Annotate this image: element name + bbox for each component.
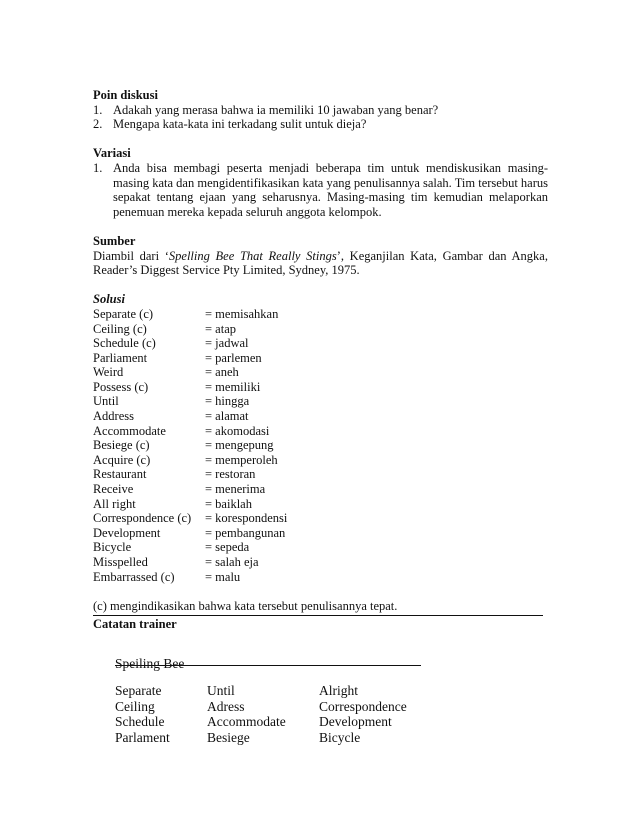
list-item xyxy=(93,103,548,118)
spelling-word: Alright xyxy=(319,683,358,698)
indonesian-meaning: = jadwal xyxy=(205,336,249,351)
diskusi-section xyxy=(93,88,548,132)
english-word: Accommodate xyxy=(93,423,166,438)
english-word: Correspondence (c) xyxy=(93,511,192,526)
english-word: Besiege (c) xyxy=(93,438,150,453)
english-word: Restaurant xyxy=(93,467,147,482)
english-word: Schedule (c) xyxy=(93,336,156,351)
spelling-word: Parlament xyxy=(115,729,170,745)
variasi-heading: Variasi xyxy=(93,146,131,161)
indonesian-meaning: = restoran xyxy=(205,467,256,482)
indonesian-meaning: = malu xyxy=(205,569,241,584)
spelling-word: Adress xyxy=(207,698,245,714)
table-row xyxy=(93,351,548,366)
table-row xyxy=(93,365,548,380)
table-row xyxy=(93,526,548,541)
english-word: Embarrassed (c) xyxy=(93,569,175,584)
diskusi-list xyxy=(93,103,548,132)
indonesian-meaning: = salah eja xyxy=(205,555,259,569)
spelling-word: Besiege xyxy=(207,729,250,745)
list-text: Mengapa kata-kata ini terkadang sulit untuk dieja? xyxy=(113,117,367,132)
spelling-word: Bicycle xyxy=(319,729,361,745)
indonesian-meaning: = baiklah xyxy=(205,496,252,511)
english-word: Weird xyxy=(93,365,124,380)
indonesian-meaning: = alamat xyxy=(205,409,249,424)
sumber-text xyxy=(93,249,548,278)
table-row xyxy=(115,699,429,715)
english-word: Possess (c) xyxy=(93,379,149,394)
indonesian-meaning: = pembangunan xyxy=(205,525,286,540)
indonesian-meaning: = akomodasi xyxy=(205,423,270,438)
table-row xyxy=(93,540,548,555)
table-row xyxy=(93,453,548,468)
spelling-bee-title: Speiling Bee xyxy=(115,656,185,671)
indonesian-meaning: = aneh xyxy=(205,365,239,380)
list-number: 2. xyxy=(93,117,103,132)
indonesian-meaning: = menerima xyxy=(205,482,266,497)
divider-line xyxy=(93,615,543,616)
solusi-table xyxy=(93,307,548,584)
diskusi-heading: Poin diskusi xyxy=(93,88,158,102)
list-item xyxy=(93,161,548,219)
list-text: Anda bisa membagi peserta menjadi beberapa tim untuk mendiskusikan masing-masing kata dan mengidentifikasikan kata yang penulisannya salah. Tim tersebut harus sepakat tentang ejaan yang seharusnya. Masing-masing tim kemudian melaporkan penemuan mereka kepada seluruh anggota kelompok. xyxy=(113,160,548,219)
sumber-suffix: ’, Keganjilan Kata, Gambar dan Angka, Reader’s Diggest Service Pty Limited, Sydney, 1975. xyxy=(93,248,548,278)
spelling-word: Separate xyxy=(115,683,162,698)
spelling-word: Until xyxy=(207,683,235,698)
variasi-section xyxy=(93,146,548,219)
indonesian-meaning: = mengepung xyxy=(205,438,274,453)
indonesian-meaning: = parlemen xyxy=(205,350,262,365)
solusi-section xyxy=(93,292,548,616)
english-word: Development xyxy=(93,525,161,540)
indonesian-meaning: = korespondensi xyxy=(205,511,288,526)
table-row xyxy=(93,424,548,439)
solusi-heading: Solusi xyxy=(93,292,125,307)
list-number: 1. xyxy=(93,160,103,175)
spelling-word: Development xyxy=(319,714,392,730)
list-text: Adakah yang merasa bahwa ia memiliki 10 jawaban yang benar? xyxy=(113,102,439,117)
table-row xyxy=(93,482,548,497)
spelling-word: Correspondence xyxy=(319,698,407,714)
table-row xyxy=(93,409,548,424)
english-word: Ceiling (c) xyxy=(93,321,147,336)
indonesian-meaning: = memperoleh xyxy=(205,452,278,467)
solusi-note: (c) mengindikasikan bahwa kata tersebut penulisannya tepat. xyxy=(93,598,398,613)
spelling-word: Accommodate xyxy=(207,714,286,730)
indonesian-meaning: = hingga xyxy=(205,394,250,409)
spelling-word: Ceiling xyxy=(115,698,155,714)
table-row xyxy=(93,307,548,322)
table-row xyxy=(93,438,548,453)
english-word: All right xyxy=(93,496,136,511)
english-word: Receive xyxy=(93,482,134,497)
table-row xyxy=(115,730,429,746)
sumber-heading: Sumber xyxy=(93,233,136,248)
table-row xyxy=(115,683,429,699)
english-word: Parliament xyxy=(93,350,148,365)
english-word: Misspelled xyxy=(93,555,148,569)
indonesian-meaning: = sepeda xyxy=(205,540,250,555)
table-row xyxy=(93,380,548,395)
spelling-word: Schedule xyxy=(115,714,165,730)
indonesian-meaning: = memisahkan xyxy=(205,306,279,321)
english-word: Until xyxy=(93,394,119,409)
document-body xyxy=(93,88,548,632)
table-row xyxy=(93,555,548,570)
table-row xyxy=(93,497,548,512)
sumber-section xyxy=(93,234,548,278)
table-row xyxy=(93,394,548,409)
table-row xyxy=(93,570,548,585)
table-row xyxy=(93,322,548,337)
sumber-title: Spelling Bee That Really Stings xyxy=(168,248,337,263)
table-row xyxy=(115,714,429,730)
sumber-prefix: Diambil dari ‘ xyxy=(93,248,169,263)
english-word: Address xyxy=(93,409,134,424)
table-row xyxy=(93,336,548,351)
list-item xyxy=(93,117,548,132)
spelling-word-grid xyxy=(115,683,429,745)
table-row xyxy=(93,467,548,482)
english-word: Bicycle xyxy=(93,540,132,555)
trainer-heading: Catatan trainer xyxy=(93,617,177,632)
table-row xyxy=(93,511,548,526)
indonesian-meaning: = memiliki xyxy=(205,379,261,394)
variasi-list xyxy=(93,161,548,219)
list-number: 1. xyxy=(93,102,103,117)
english-word: Separate (c) xyxy=(93,306,154,321)
english-word: Acquire (c) xyxy=(93,452,151,467)
spelling-bee-underline xyxy=(115,665,421,666)
indonesian-meaning: = atap xyxy=(205,321,236,336)
